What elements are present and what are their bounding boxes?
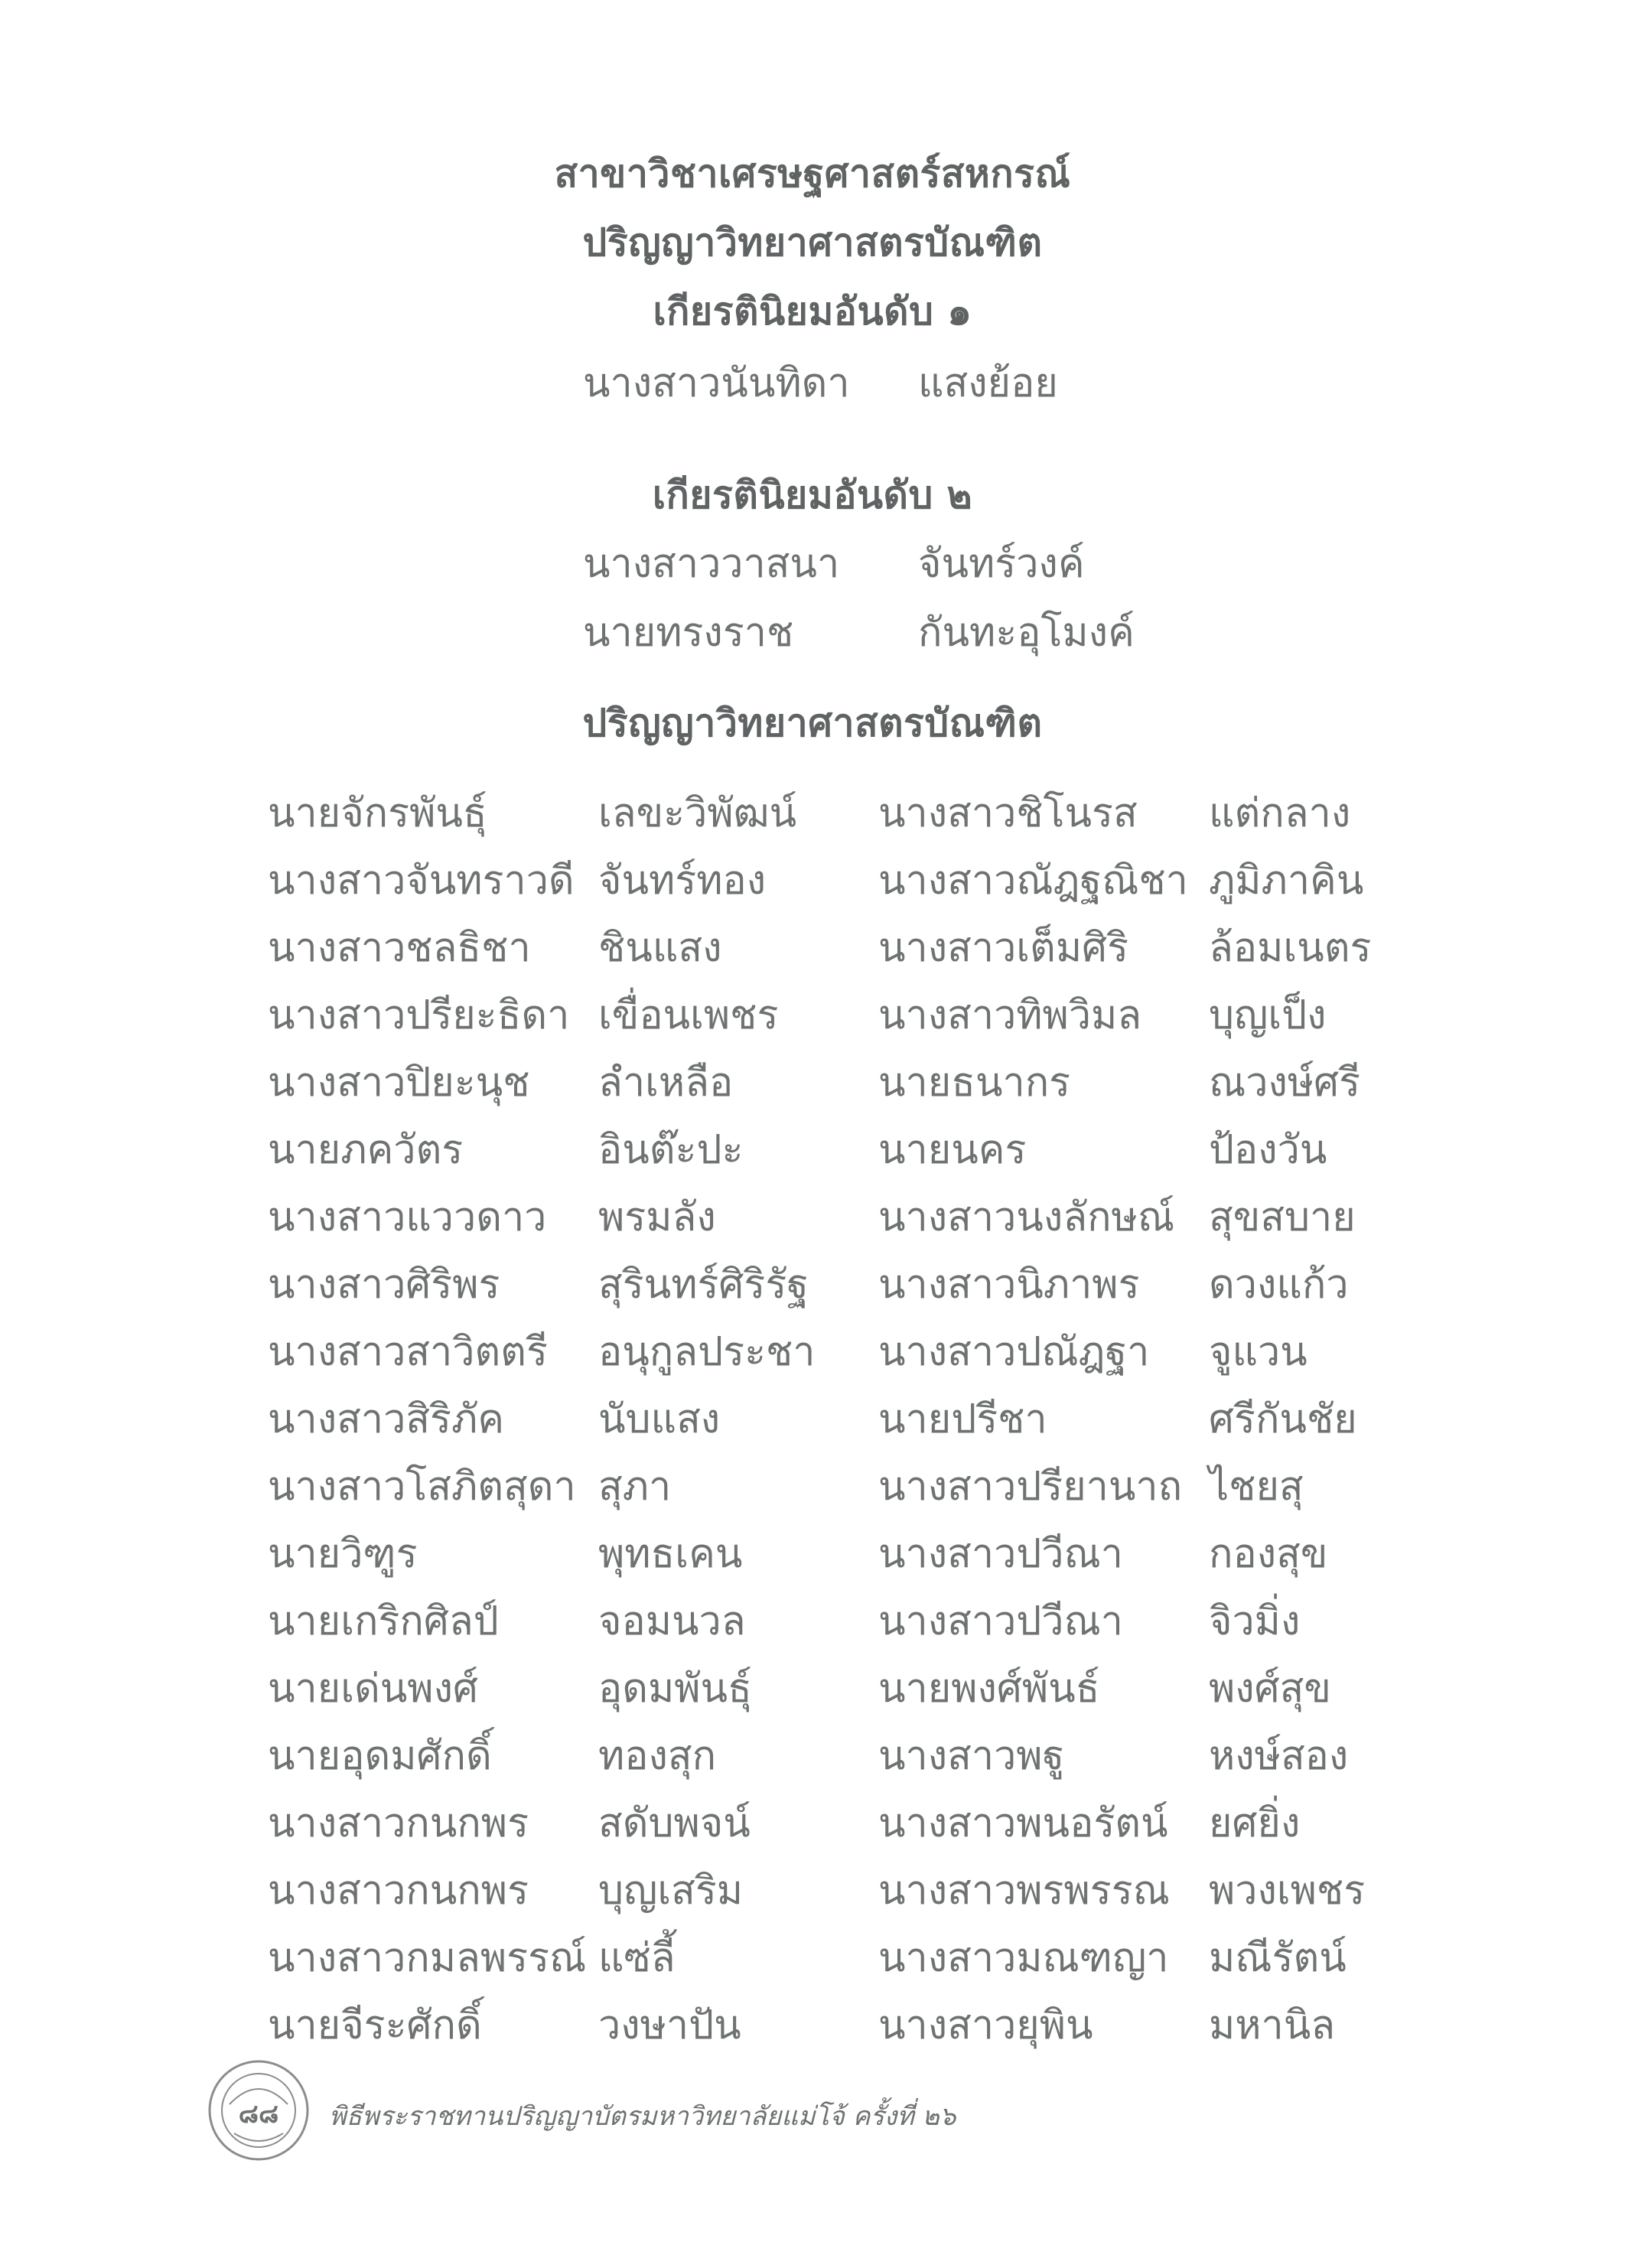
- given-name: นางสาวณัฎฐณิชา: [878, 858, 1188, 904]
- given-name: นางสาวโสภิตสุดา: [268, 1464, 576, 1510]
- given-name: นายจีระศักดิ์: [268, 2002, 482, 2048]
- family-name: เลขะวิพัฒน์: [598, 790, 797, 836]
- honoree-given-name: นางสาวนันทิดา: [583, 360, 850, 406]
- table-row: [0, 1925, 1625, 1986]
- family-name: แต่กลาง: [1209, 790, 1351, 836]
- given-name: นางสาวจันทราวดี: [268, 858, 575, 904]
- table-row: [0, 1791, 1625, 1852]
- given-name: นางสาวพรพรรณ: [878, 1868, 1170, 1914]
- family-name: ชินแสง: [598, 925, 722, 971]
- honoree-given-name: นางสาววาสนา: [583, 541, 840, 587]
- given-name: นางสาวแววดาว: [268, 1194, 547, 1240]
- family-name: สุขสบาย: [1209, 1194, 1356, 1240]
- given-name: นายธนากร: [878, 1060, 1071, 1106]
- table-row: [0, 1521, 1625, 1582]
- family-name: อุดมพันธุ์: [598, 1666, 752, 1712]
- family-name: นับแสง: [598, 1396, 721, 1442]
- honoree-family-name: แสงย้อย: [918, 360, 1058, 406]
- table-row: [0, 915, 1625, 976]
- family-name: ป้องวัน: [1209, 1127, 1327, 1173]
- first-class-honors-row: [0, 350, 1625, 404]
- graduates-heading: ปริญญาวิทยาศาสตรบัณฑิต: [582, 701, 1043, 745]
- given-name: นางสาวปวีณา: [878, 1531, 1123, 1577]
- honoree-given-name: นายทรงราช: [583, 610, 794, 656]
- table-row: [0, 848, 1625, 909]
- given-name: นางสาวยุพิน: [878, 2002, 1093, 2048]
- family-name: พงศ์สุข: [1209, 1666, 1331, 1712]
- family-name: พวงเพชร: [1209, 1868, 1366, 1914]
- second-class-honors-row: [0, 531, 1625, 585]
- given-name: นายเกริกศิลป์: [268, 1598, 499, 1644]
- given-name: นางสาวปรียานาถ: [878, 1464, 1183, 1510]
- table-row: [0, 1454, 1625, 1515]
- table-row: [0, 1993, 1625, 2054]
- family-name: มหานิล: [1209, 2002, 1336, 2048]
- table-row: [0, 780, 1625, 842]
- family-name: วงษาปัน: [598, 2002, 741, 2048]
- given-name: นางสาวศิริพร: [268, 1262, 500, 1308]
- family-name: ยศยิ่ง: [1209, 1800, 1301, 1846]
- family-name: อินต๊ะปะ: [598, 1127, 744, 1173]
- given-name: นายจักรพันธุ์: [268, 790, 487, 836]
- given-name: นางสาวทิพวิมล: [878, 992, 1142, 1038]
- table-row: [0, 1185, 1625, 1246]
- honoree-family-name: กันทะอุโมงค์: [918, 610, 1135, 656]
- table-row: [0, 1117, 1625, 1178]
- given-name: นางสาวปรียะธิดา: [268, 992, 570, 1038]
- family-name: พรมลัง: [598, 1194, 716, 1240]
- table-row: [0, 1252, 1625, 1313]
- table-row: [0, 1589, 1625, 1650]
- first-class-honors-heading: เกียรตินิยมอันดับ ๑: [653, 289, 972, 334]
- given-name: นางสาวปิยะนุช: [268, 1060, 530, 1106]
- given-name: นางสาวมณฑญา: [878, 1935, 1169, 1981]
- given-name: นายเด่นพงศ์: [268, 1666, 478, 1712]
- given-name: นางสาวกนกพร: [268, 1800, 529, 1846]
- family-name: ลำเหลือ: [598, 1060, 734, 1106]
- table-row: [0, 1319, 1625, 1380]
- second-class-honors-row: [0, 600, 1625, 656]
- family-name: ศรีกันชัย: [1209, 1396, 1357, 1442]
- family-name: ณวงษ์ศรี: [1209, 1060, 1361, 1106]
- given-name: นายปรีชา: [878, 1396, 1047, 1442]
- table-row: [0, 1050, 1625, 1111]
- family-name: ไชยสุ: [1209, 1464, 1304, 1510]
- given-name: นายพงศ์พันธ์: [878, 1666, 1100, 1712]
- family-name: ดวงแก้ว: [1209, 1262, 1349, 1308]
- family-name: จอมนวล: [598, 1598, 746, 1644]
- family-name: หงษ์สอง: [1209, 1733, 1349, 1779]
- family-name: เขื่อนเพชร: [598, 992, 779, 1038]
- family-name: จิวมิ่ง: [1209, 1598, 1301, 1644]
- given-name: นางสาวปณัฎฐา: [878, 1329, 1150, 1375]
- family-name: แซ่ลี้: [598, 1935, 676, 1981]
- family-name: ทองสุก: [598, 1733, 717, 1779]
- family-name: สุรินทร์ศิริรัฐ: [598, 1262, 809, 1308]
- family-name: จูแวน: [1209, 1329, 1307, 1375]
- given-name: นางสาวชลธิชา: [268, 925, 531, 971]
- table-row: [0, 1723, 1625, 1784]
- given-name: นางสาวเต็มศิริ: [878, 925, 1129, 971]
- given-name: นางสาวกมลพรรณ์: [268, 1935, 587, 1981]
- given-name: นางสาวพนอรัตน์: [878, 1800, 1168, 1846]
- given-name: นายภควัตร: [268, 1127, 464, 1173]
- family-name: บุญเป็ง: [1209, 992, 1327, 1038]
- family-name: สุภา: [598, 1464, 672, 1510]
- given-name: นางสาวสาวิตตรี: [268, 1329, 548, 1375]
- family-name: ภูมิภาคิน: [1209, 858, 1364, 904]
- family-name: อนุกูลประชา: [598, 1329, 816, 1375]
- given-name: นางสาวสิริภัค: [268, 1396, 505, 1442]
- family-name: พุทธเคน: [598, 1531, 743, 1577]
- department-heading: สาขาวิชาเศรษฐศาสตร์สหกรณ์: [554, 152, 1071, 196]
- table-row: [0, 1387, 1625, 1448]
- family-name: ล้อมเนตร: [1209, 925, 1372, 971]
- ceremony-caption: พิธีพระราชทานปริญญาบัตรมหาวิทยาลัยแม่โจ้ ครั้งที่ ๒๖: [329, 2101, 956, 2132]
- family-name: บุญเสริม: [598, 1868, 744, 1914]
- given-name: นายนคร: [878, 1127, 1027, 1173]
- given-name: นางสาวพฐู: [878, 1733, 1065, 1779]
- given-name: นายวิฑูร: [268, 1531, 418, 1577]
- degree-heading: ปริญญาวิทยาศาสตรบัณฑิต: [582, 220, 1043, 265]
- family-name: สดับพจน์: [598, 1800, 751, 1846]
- page-footer: [207, 2058, 1201, 2165]
- second-class-honors-heading: เกียรตินิยมอันดับ ๒: [652, 473, 973, 517]
- family-name: กองสุข: [1209, 1531, 1328, 1577]
- honoree-family-name: จันทร์วงค์: [918, 541, 1085, 587]
- given-name: นางสาวปวีณา: [878, 1598, 1123, 1644]
- university-seal-icon: [207, 2058, 311, 2162]
- table-row: [0, 1858, 1625, 1919]
- given-name: นางสาวชิโนรส: [878, 790, 1138, 836]
- seal-number: ๘๘: [238, 2099, 279, 2130]
- given-name: นางสาวกนกพร: [268, 1868, 529, 1914]
- family-name: จันทร์ทอง: [598, 858, 767, 904]
- table-row: [0, 982, 1625, 1044]
- table-row: [0, 1656, 1625, 1717]
- given-name: นายอุดมศักดิ์: [268, 1733, 492, 1779]
- family-name: มณีรัตน์: [1209, 1935, 1347, 1981]
- given-name: นางสาวนิภาพร: [878, 1262, 1140, 1308]
- given-name: นางสาวนงลักษณ์: [878, 1194, 1175, 1240]
